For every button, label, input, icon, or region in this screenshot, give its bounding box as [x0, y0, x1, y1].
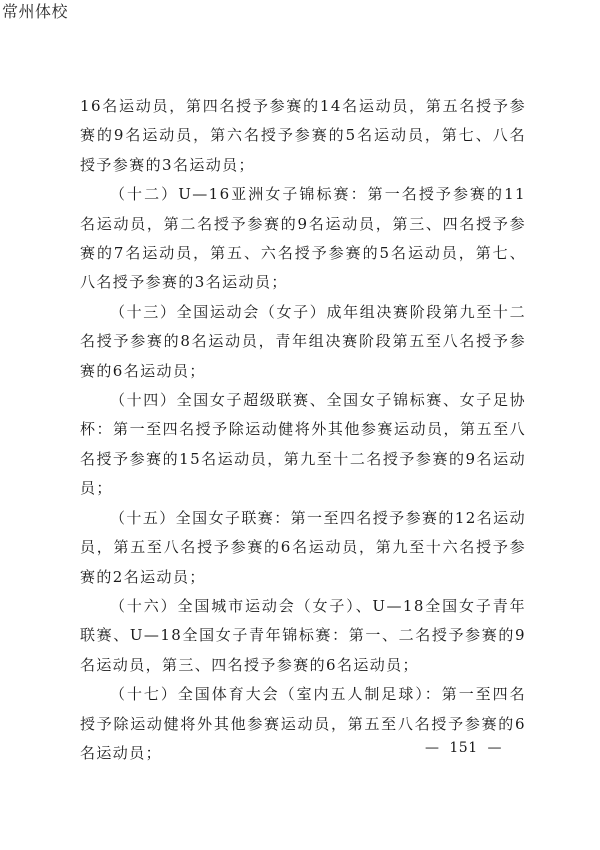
watermark-text: 常州体校	[2, 2, 69, 21]
paragraph-item-13: （十三）全国运动会（女子）成年组决赛阶段第九至十二名授予参赛的8名运动员，青年组决赛阶段第五至八名授予参赛的6名运动员；	[80, 302, 526, 380]
paragraph-item-12: （十二）U—16亚洲女子锦标赛：第一名授予参赛的11名运动员，第二名授予参赛的9名运动员，第三、四名授予参赛的7名运动员，第五、六名授予参赛的5名运动员，第七、八名授予参赛的3名运动员；	[80, 185, 526, 292]
paragraph-continuation: 16名运动员，第四名授予参赛的14名运动员，第五名授予参赛的9名运动员，第六名授予参赛的5名运动员，第七、八名授予参赛的3名运动员；	[80, 97, 526, 174]
paragraph-item-14: （十四）全国女子超级联赛、全国女子锦标赛、女子足协杯：第一至四名授予除运动健将外其他参赛运动员，第五至八名授予参赛的15名运动员，第九至十二名授予参赛的9名运动员；	[80, 391, 526, 498]
paragraph-item-16: （十六）全国城市运动会（女子）、U—18全国女子青年联赛、U—18全国女子青年锦标赛：第一、二名授予参赛的9名运动员，第三、四名授予参赛的6名运动员；	[80, 596, 526, 674]
paragraph-item-15: （十五）全国女子联赛：第一至四名授予参赛的12名运动员，第五至八名授予参赛的6名运动员，第九至十六名授予参赛的2名运动员；	[80, 508, 526, 586]
paragraph-item-17: （十七）全国体育大会（室内五人制足球）：第一至四名授予除运动健将外其他参赛运动员，第五至八名授予参赛的6名运动员；	[80, 685, 526, 762]
page-number: — 151 —	[425, 740, 503, 756]
document-body	[80, 92, 526, 768]
